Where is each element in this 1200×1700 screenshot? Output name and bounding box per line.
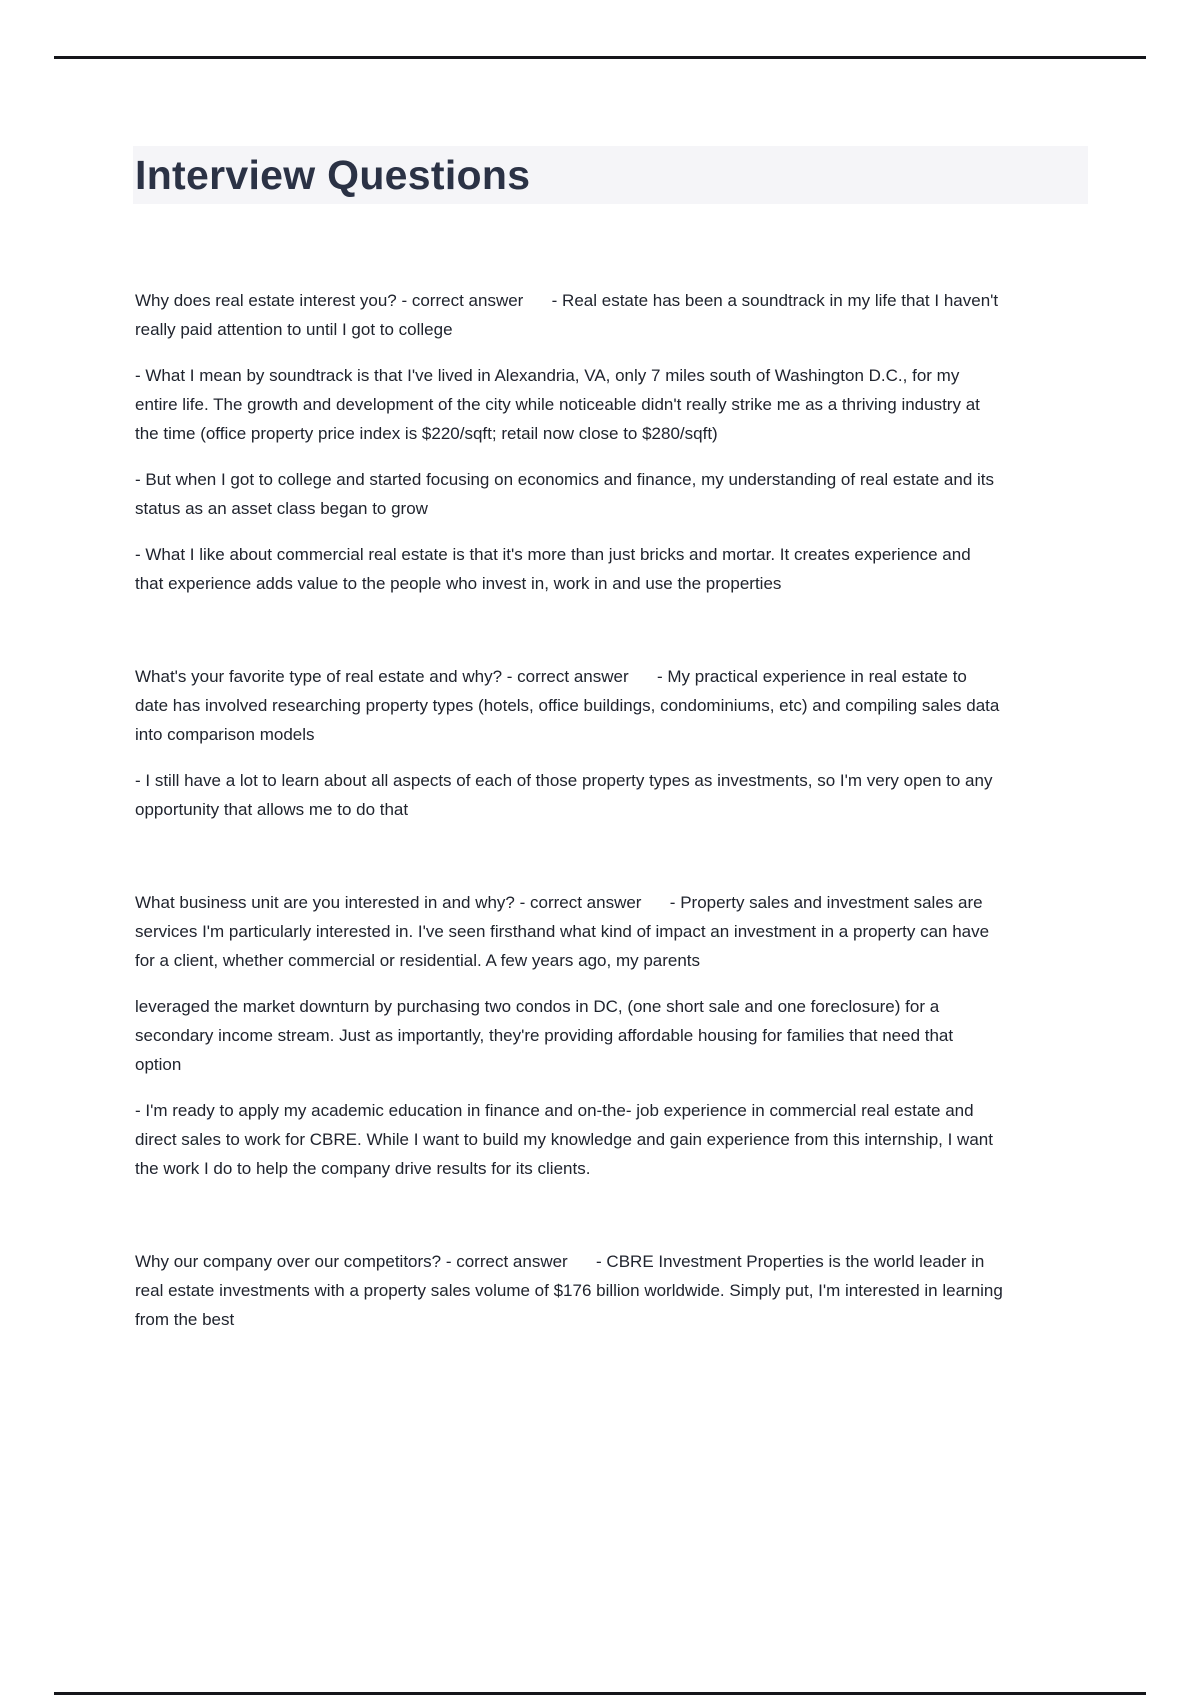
qa-answer-paragraph: - What I mean by soundtrack is that I've lived in Alexandria, VA, only 7 miles south of Washington D.C., for my entire life. The growth and development of the city while noticeable didn't really strike me as a thriving industry at the time (office property price index is $220/sqft; retail now close to $280/sqft) (135, 366, 985, 443)
qa-question-paragraph: Why our company over our competitors? - correct answer - CBRE Investment Properties is the world leader in real estate investments with a property sales volume of $176 billion worldwide. Simply put, I'm interested in learning from the best (135, 1252, 1008, 1329)
qa-answer-paragraph: - I still have a lot to learn about all aspects of each of those property types as investments, so I'm very open to any opportunity that allows me to do that (135, 771, 998, 819)
qa-answer-paragraph: - I'm ready to apply my academic education in finance and on-the- job experience in commercial real estate and direct sales to work for CBRE. While I want to build my knowledge and gain experience from this internship, I want the work I do to help the company drive results for its clients. (135, 1101, 998, 1178)
document-body (135, 286, 1008, 1334)
qa-question-paragraph: Why does real estate interest you? - correct answer - Real estate has been a soundtrack in my life that I haven't really paid attention to until I got to college (135, 291, 1003, 339)
qa-answer-paragraph: - But when I got to college and started focusing on economics and finance, my understanding of real estate and its status as an asset class began to grow (135, 470, 999, 518)
qa-question-paragraph: What's your favorite type of real estate and why? - correct answer - My practical experience in real estate to date has involved researching property types (hotels, office buildings, condominiums, etc) and compiling sales data into comparison models (135, 667, 1005, 744)
qa-answer-paragraph: - What I like about commercial real estate is that it's more than just bricks and mortar. It creates experience and that experience adds value to the people who invest in, work in and use the properties (135, 545, 976, 593)
title-band (133, 146, 1088, 204)
qa-answer-paragraph: leveraged the market downturn by purchasing two condos in DC, (one short sale and one foreclosure) for a secondary income stream. Just as importantly, they're providing affordable housing for families that need that option (135, 997, 958, 1074)
page-title: Interview Questions (135, 151, 531, 198)
qa-question-paragraph: What business unit are you interested in and why? - correct answer - Property sales and investment sales are services I'm particularly interested in. I've seen firsthand what kind of impact an investment in a property can have for a client, whether commercial or residential. A few years ago, my parents (135, 893, 994, 970)
bottom-border-rule (54, 1692, 1146, 1695)
top-border-rule (54, 56, 1146, 59)
